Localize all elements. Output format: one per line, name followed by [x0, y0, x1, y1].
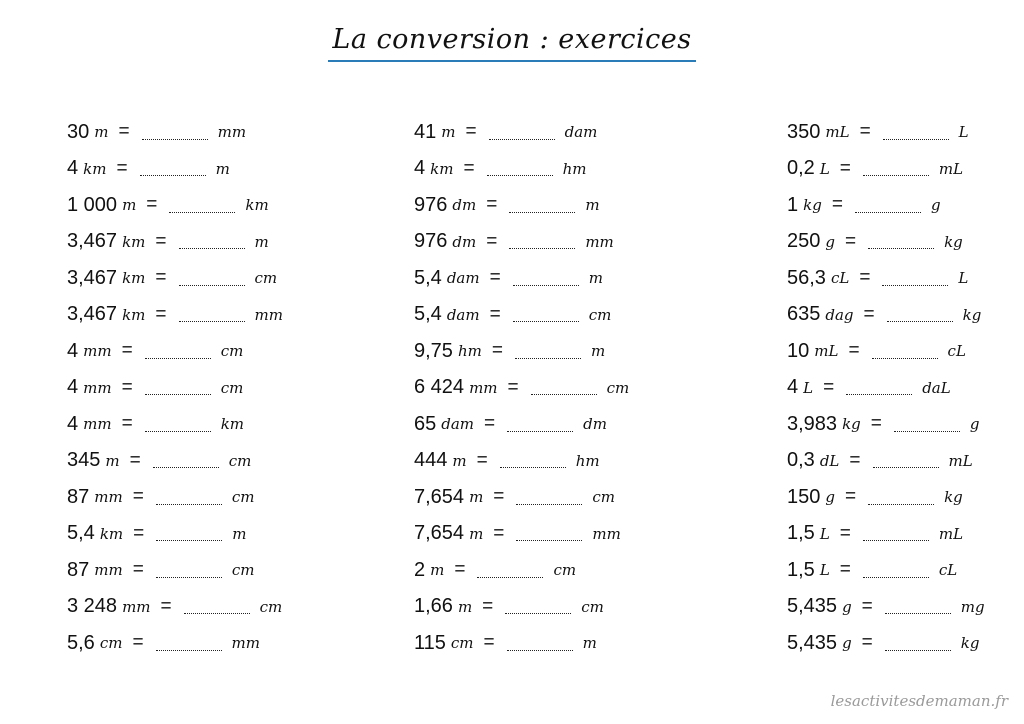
equals-sign: =	[484, 413, 496, 435]
equals-sign: =	[861, 595, 873, 617]
exercise-value: 4	[67, 376, 79, 399]
source-unit: g	[825, 488, 835, 507]
exercise-value: 6 424	[414, 376, 465, 399]
answer-blank[interactable]	[885, 599, 951, 614]
exercise-value: 3 248	[67, 595, 118, 618]
answer-blank[interactable]	[531, 380, 597, 395]
exercise-value: 345	[67, 449, 101, 472]
target-unit: m	[582, 634, 597, 653]
equals-sign: =	[465, 121, 477, 143]
exercise-row	[787, 516, 985, 553]
answer-blank[interactable]	[515, 344, 581, 359]
exercise-value: 5,6	[67, 631, 95, 654]
exercise-value: 5,4	[414, 303, 442, 326]
exercise-row	[67, 187, 283, 224]
equals-sign: =	[129, 449, 141, 471]
source-unit: L	[803, 378, 814, 397]
source-unit: mm	[94, 488, 123, 507]
exercise-value: 65	[414, 412, 437, 435]
exercise-row	[787, 114, 985, 151]
exercise-row	[787, 151, 985, 188]
answer-blank[interactable]	[868, 234, 934, 249]
exercise-row	[787, 625, 985, 662]
target-unit: kg	[944, 488, 963, 507]
equals-sign: =	[486, 230, 498, 252]
answer-blank[interactable]	[142, 125, 208, 140]
equals-sign: =	[859, 121, 871, 143]
exercise-value: 5,4	[414, 266, 442, 289]
source-unit: dL	[819, 451, 840, 470]
exercise-row	[414, 260, 629, 297]
exercise-row	[67, 260, 283, 297]
equals-sign: =	[839, 157, 851, 179]
source-unit: hm	[457, 342, 482, 361]
answer-blank[interactable]	[489, 125, 555, 140]
target-unit: cm	[220, 378, 244, 397]
target-unit: dm	[583, 415, 607, 434]
source-unit: mm	[83, 415, 112, 434]
answer-blank[interactable]	[883, 125, 949, 140]
worksheet-title-text: La conversion : exercices	[328, 24, 695, 62]
equals-sign: =	[491, 340, 503, 362]
exercise-value: 87	[67, 558, 90, 581]
equals-sign: =	[146, 194, 158, 216]
equals-sign: =	[493, 522, 505, 544]
exercise-row	[414, 625, 629, 662]
equals-sign: =	[486, 194, 498, 216]
target-unit: mm	[254, 305, 283, 324]
exercise-row	[67, 370, 283, 407]
exercise-row	[414, 151, 629, 188]
exercise-value: 1,5	[787, 558, 815, 581]
answer-blank[interactable]	[873, 453, 939, 468]
source-unit: mm	[83, 342, 112, 361]
exercise-row	[67, 333, 283, 370]
equals-sign: =	[848, 340, 860, 362]
target-unit: hm	[575, 451, 600, 470]
source-unit: dam	[446, 269, 480, 288]
site-watermark: lesactivitesdemaman.fr	[830, 692, 1008, 710]
exercise-value: 4	[67, 339, 79, 362]
exercise-row	[787, 297, 985, 334]
target-unit: kg	[960, 634, 980, 653]
exercise-row	[787, 224, 985, 261]
answer-blank[interactable]	[500, 453, 566, 468]
exercise-value: 150	[787, 485, 821, 508]
source-unit: m	[105, 451, 120, 470]
exercise-value: 4	[67, 412, 79, 435]
equals-sign: =	[839, 559, 851, 581]
equals-sign: =	[507, 376, 519, 398]
answer-blank[interactable]	[872, 344, 938, 359]
answer-blank[interactable]	[513, 307, 579, 322]
target-unit: mm	[231, 634, 260, 653]
equals-sign: =	[121, 413, 133, 435]
target-unit: mm	[585, 232, 614, 251]
target-unit: mL	[948, 451, 973, 470]
target-unit: daL	[922, 378, 951, 397]
exercise-value: 7,654	[414, 485, 465, 508]
answer-blank[interactable]	[887, 307, 953, 322]
answer-blank[interactable]	[516, 490, 582, 505]
exercise-row	[67, 297, 283, 334]
exercise-row	[787, 370, 985, 407]
target-unit: cm	[592, 488, 616, 507]
source-unit: km	[122, 305, 146, 324]
exercise-row	[67, 151, 283, 188]
exercise-row	[787, 479, 985, 516]
equals-sign: =	[870, 413, 882, 435]
source-unit: km	[99, 524, 124, 543]
equals-sign: =	[849, 449, 861, 471]
exercise-row	[787, 443, 985, 480]
exercise-value: 10	[787, 339, 810, 362]
answer-blank[interactable]	[863, 526, 929, 541]
equals-sign: =	[116, 157, 128, 179]
exercise-value: 4	[414, 157, 426, 180]
exercise-value: 1,5	[787, 522, 815, 545]
exercise-value: 30	[67, 120, 90, 143]
answer-blank[interactable]	[507, 417, 573, 432]
answer-blank[interactable]	[507, 636, 573, 651]
equals-sign: =	[489, 267, 501, 289]
target-unit: dam	[564, 123, 598, 142]
equals-sign: =	[859, 267, 871, 289]
worksheet-title	[0, 24, 1024, 62]
exercise-value: 7,654	[414, 522, 465, 545]
target-unit: m	[232, 524, 247, 543]
answer-blank[interactable]	[179, 234, 245, 249]
answer-blank[interactable]	[145, 417, 211, 432]
equals-sign: =	[476, 449, 488, 471]
exercise-row	[67, 443, 283, 480]
source-unit: km	[122, 269, 146, 288]
equals-sign: =	[482, 595, 494, 617]
answer-blank[interactable]	[885, 636, 951, 651]
equals-sign: =	[493, 486, 505, 508]
source-unit: dam	[446, 305, 480, 324]
source-unit: mL	[814, 342, 839, 361]
target-unit: cm	[588, 305, 612, 324]
source-unit: m	[441, 123, 456, 142]
target-unit: hm	[562, 159, 587, 178]
exercise-row	[67, 114, 283, 151]
answer-blank[interactable]	[184, 599, 250, 614]
answer-blank[interactable]	[156, 563, 222, 578]
equals-sign: =	[483, 632, 495, 654]
target-unit: L	[958, 123, 969, 142]
equals-sign: =	[132, 632, 144, 654]
equals-sign: =	[823, 376, 835, 398]
source-unit: mm	[122, 597, 151, 616]
exercise-row	[414, 333, 629, 370]
exercise-value: 3,467	[67, 303, 118, 326]
exercise-row	[67, 625, 283, 662]
source-unit: dm	[452, 196, 477, 215]
target-unit: m	[585, 196, 600, 215]
exercise-value: 635	[787, 303, 821, 326]
source-unit: m	[452, 451, 467, 470]
exercise-row	[787, 406, 985, 443]
target-unit: mg	[960, 597, 985, 616]
source-unit: g	[842, 597, 852, 616]
target-unit: cm	[231, 488, 255, 507]
exercise-row	[67, 224, 283, 261]
exercise-row	[414, 406, 629, 443]
exercise-row	[787, 333, 985, 370]
answer-blank[interactable]	[179, 307, 245, 322]
exercise-row	[414, 187, 629, 224]
answer-blank[interactable]	[516, 526, 582, 541]
target-unit: g	[930, 196, 941, 215]
equals-sign: =	[155, 267, 167, 289]
exercise-row	[414, 114, 629, 151]
exercise-column-volumes-masses	[787, 114, 985, 662]
target-unit: cL	[938, 561, 958, 580]
equals-sign: =	[160, 595, 172, 617]
target-unit: cm	[220, 342, 244, 361]
exercise-value: 976	[414, 230, 448, 253]
target-unit: mm	[217, 123, 247, 142]
equals-sign: =	[844, 486, 857, 508]
answer-blank[interactable]	[863, 161, 929, 176]
equals-sign: =	[132, 486, 144, 508]
answer-blank[interactable]	[156, 526, 222, 541]
exercise-value: 1	[787, 193, 799, 216]
exercise-value: 0,3	[787, 449, 815, 472]
exercise-value: 56,3	[787, 266, 826, 289]
exercise-row	[787, 589, 985, 626]
exercise-value: 87	[67, 485, 90, 508]
exercise-row	[414, 552, 629, 589]
target-unit: cm	[228, 451, 252, 470]
source-unit: dm	[452, 232, 477, 251]
exercise-row	[67, 552, 283, 589]
equals-sign: =	[463, 157, 475, 179]
answer-blank[interactable]	[140, 161, 206, 176]
source-unit: kg	[803, 196, 822, 215]
answer-blank[interactable]	[868, 490, 934, 505]
equals-sign: =	[118, 121, 130, 143]
equals-sign: =	[121, 376, 133, 398]
answer-blank[interactable]	[156, 636, 222, 651]
exercise-row	[414, 516, 629, 553]
exercise-row	[414, 370, 629, 407]
exercise-value: 5,435	[787, 631, 838, 654]
answer-blank[interactable]	[846, 380, 912, 395]
answer-blank[interactable]	[513, 271, 579, 286]
target-unit: cm	[254, 269, 278, 288]
source-unit: L	[819, 524, 830, 543]
exercise-value: 5,435	[787, 595, 838, 618]
equals-sign: =	[861, 632, 873, 654]
exercise-row	[67, 479, 283, 516]
target-unit: kg	[944, 232, 963, 251]
equals-sign: =	[863, 303, 875, 325]
equals-sign: =	[155, 303, 167, 325]
equals-sign: =	[454, 559, 466, 581]
answer-blank[interactable]	[169, 198, 235, 213]
exercise-value: 4	[787, 376, 799, 399]
exercise-value: 115	[414, 631, 446, 654]
equals-sign: =	[844, 230, 857, 252]
target-unit: mL	[938, 524, 964, 543]
answer-blank[interactable]	[153, 453, 219, 468]
source-unit: m	[430, 561, 445, 580]
answer-blank[interactable]	[509, 198, 575, 213]
answer-blank[interactable]	[505, 599, 571, 614]
exercise-value: 444	[414, 449, 448, 472]
target-unit: mL	[938, 159, 964, 178]
target-unit: L	[958, 269, 969, 288]
target-unit: cL	[947, 342, 966, 361]
exercise-value: 4	[67, 157, 79, 180]
equals-sign: =	[133, 522, 145, 544]
source-unit: dam	[441, 415, 475, 434]
exercise-row	[67, 406, 283, 443]
answer-blank[interactable]	[179, 271, 245, 286]
source-unit: mm	[83, 378, 112, 397]
equals-sign: =	[121, 340, 133, 362]
target-unit: mm	[592, 524, 621, 543]
target-unit: cm	[553, 561, 577, 580]
answer-blank[interactable]	[156, 490, 222, 505]
equals-sign: =	[839, 522, 851, 544]
answer-blank[interactable]	[855, 198, 921, 213]
answer-blank[interactable]	[882, 271, 948, 286]
exercise-value: 3,983	[787, 412, 838, 435]
equals-sign: =	[489, 303, 501, 325]
exercise-row	[787, 260, 985, 297]
source-unit: km	[122, 232, 146, 251]
exercise-column-lengths-2	[414, 114, 629, 662]
target-unit: g	[969, 415, 980, 434]
exercise-value: 3,467	[67, 266, 118, 289]
exercise-value: 9,75	[414, 339, 453, 362]
target-unit: km	[220, 415, 245, 434]
exercise-value: 41	[414, 120, 437, 143]
exercise-row	[787, 552, 985, 589]
source-unit: g	[842, 634, 852, 653]
target-unit: m	[590, 342, 606, 361]
target-unit: cm	[606, 378, 630, 397]
exercise-row	[67, 516, 283, 553]
source-unit: L	[819, 561, 830, 580]
source-unit: dag	[825, 305, 854, 324]
source-unit: mm	[469, 378, 498, 397]
target-unit: m	[588, 269, 603, 288]
exercise-column-lengths-1	[67, 114, 283, 662]
answer-blank[interactable]	[894, 417, 960, 432]
source-unit: g	[825, 232, 835, 251]
exercise-value: 1,66	[414, 595, 453, 618]
source-unit: km	[83, 159, 107, 178]
target-unit: m	[254, 232, 269, 251]
source-unit: m	[94, 123, 109, 142]
exercise-value: 2	[414, 558, 426, 581]
exercise-row	[414, 443, 629, 480]
exercise-value: 976	[414, 193, 448, 216]
exercise-value: 0,2	[787, 157, 815, 180]
equals-sign: =	[155, 230, 167, 252]
target-unit: cm	[259, 597, 283, 616]
answer-blank[interactable]	[509, 234, 575, 249]
answer-blank[interactable]	[487, 161, 553, 176]
exercise-value: 350	[787, 120, 821, 143]
source-unit: m	[457, 597, 473, 616]
source-unit: kg	[842, 415, 861, 434]
exercise-value: 1 000	[67, 193, 118, 216]
target-unit: km	[245, 196, 269, 215]
exercise-value: 5,4	[67, 522, 95, 545]
source-unit: mm	[94, 561, 123, 580]
exercise-row	[67, 589, 283, 626]
source-unit: cm	[450, 634, 474, 653]
source-unit: cL	[830, 269, 850, 288]
exercise-row	[414, 479, 629, 516]
source-unit: km	[430, 159, 454, 178]
exercise-value: 3,467	[67, 230, 118, 253]
target-unit: m	[215, 159, 230, 178]
target-unit: kg	[962, 305, 982, 324]
answer-blank[interactable]	[145, 380, 211, 395]
exercise-row	[787, 187, 985, 224]
answer-blank[interactable]	[477, 563, 543, 578]
source-unit: m	[469, 488, 484, 507]
exercise-row	[414, 297, 629, 334]
answer-blank[interactable]	[863, 563, 929, 578]
source-unit: m	[122, 196, 137, 215]
answer-blank[interactable]	[145, 344, 211, 359]
source-unit: mL	[825, 123, 850, 142]
source-unit: cm	[99, 634, 123, 653]
exercise-row	[414, 224, 629, 261]
source-unit: L	[819, 159, 830, 178]
target-unit: cm	[231, 561, 255, 580]
source-unit: m	[469, 524, 484, 543]
target-unit: cm	[581, 597, 604, 616]
equals-sign: =	[831, 194, 843, 216]
exercise-row	[414, 589, 629, 626]
equals-sign: =	[132, 559, 144, 581]
exercise-value: 250	[787, 230, 821, 253]
